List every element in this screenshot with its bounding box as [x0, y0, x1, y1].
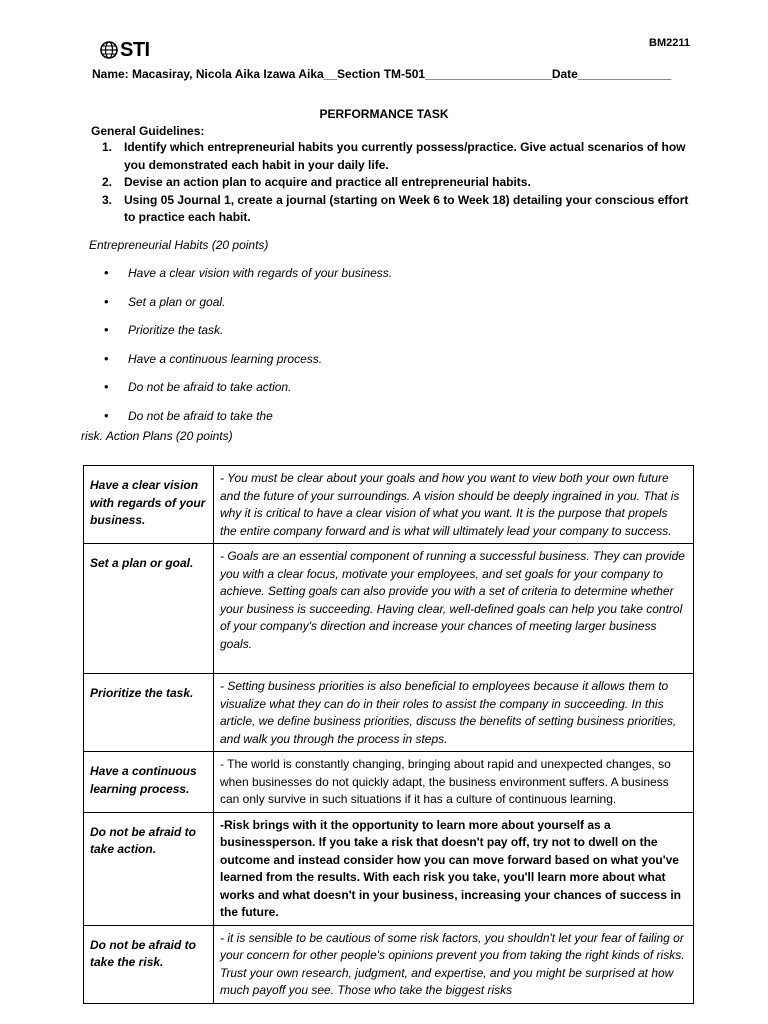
action-plan-cell: - The world is constantly changing, bringing about rapid and unexpected changes, so when businesses do not quickly adapt, the business environment suffers. A business can only survive in such situations if it has a culture of continuous learning.	[214, 752, 694, 813]
habit-cell: Have a clear vision with regards of your business.	[84, 466, 214, 544]
guidelines-list	[90, 139, 690, 227]
guidelines-heading: General Guidelines:	[91, 124, 205, 138]
action-plan-cell: - You must be clear about your goals and how you want to view both your own future and the future of your surroundings. A vision should be deeply ingrained in you. That is why it is critical to have a clear vision of what you want. It is the purpose that propels the entire company forward and is what will ultimately lead your company to success.	[214, 466, 694, 544]
habit-cell: Have a continuous learning process.	[84, 752, 214, 813]
habits-list	[104, 266, 392, 437]
action-plan-cell: - it is sensible to be cautious of some risk factors, you shouldn't let your fear of failing or your concern for other people's opinions prevent you from taking the right kinds of risks. Trust your own research, judgment, and expertise, and you might be surprised at how much payoff you see. Those who take the biggest risks	[214, 925, 694, 1003]
bullet-icon: •	[104, 350, 109, 366]
page-bottom-edge	[0, 1010, 768, 1024]
table-row	[84, 544, 694, 674]
globe-icon	[100, 41, 118, 59]
habit-cell: Prioritize the task.	[84, 674, 214, 752]
bullet-icon: •	[104, 322, 109, 337]
action-plan-cell: - Setting business priorities is also beneficial to employees because it allows them to visualize what they can do in their roles to assist the company in succeeding. In this article, we define business priorities, discuss the benefits of setting business priorities, and walk you through the process in steps.	[214, 674, 694, 752]
document-code: BM2211	[649, 37, 690, 49]
habit-item: • Do not be afraid to take action.	[104, 379, 292, 394]
page-title: PERFORMANCE TASK	[319, 107, 449, 121]
habit-cell: Set a plan or goal.	[84, 544, 214, 674]
action-plans-heading: risk. Action Plans (20 points)	[81, 429, 233, 443]
habits-heading: Entrepreneurial Habits (20 points)	[89, 238, 269, 252]
guideline-item: 2. Devise an action plan to acquire and practice all entrepreneurial habits.	[102, 175, 531, 189]
action-plan-cell: -Risk brings with it the opportunity to learn more about yourself as a businessperson. If you take a risk that doesn't pay off, try not to dwell on the outcome and instead consider how you can move forward based on what you've learned from the results. With each risk you take, you'll learn more about what works and what doesn't in your business, increasing your chances of success in the future.	[214, 812, 694, 925]
bullet-icon: •	[104, 379, 109, 394]
table-row	[84, 752, 694, 813]
habit-item: • Prioritize the task.	[104, 322, 224, 337]
guideline-item: 3. Using 05 Journal 1, create a journal (starting on Week 6 to Week 18) detailing your conscious effort to practice each habit.	[102, 192, 689, 224]
guideline-item: 1. Identify which entrepreneurial habits you currently possess/practice. Give actual scenarios of how you demonstrated each habit in your daily life.	[102, 140, 686, 172]
habit-item: • Set a plan or goal.	[104, 293, 226, 309]
habit-item: • Have a clear vision with regards of your business.	[104, 265, 393, 280]
habit-item: • Have a continuous learning process.	[104, 350, 323, 366]
table-row	[84, 812, 694, 925]
bullet-icon: •	[104, 293, 109, 309]
table-row	[84, 466, 694, 544]
sti-logo	[100, 38, 160, 62]
table-row	[84, 674, 694, 752]
bullet-icon: •	[104, 407, 109, 423]
habit-cell: Do not be afraid to take the risk.	[84, 925, 214, 1003]
name-section-date-line: Name: Macasiray, Nicola Aika Izawa Aika__Section TM-501___________________Date______________	[92, 67, 672, 81]
table-row	[84, 925, 694, 1003]
habit-item: • Do not be afraid to take the	[104, 407, 273, 423]
action-plan-table	[83, 465, 694, 1004]
action-plan-cell: - Goals are an essential component of running a successful business. They can provide you with a clear focus, motivate your employees, and set goals for your company to achieve. Setting goals can also provide you with a set of criteria to determine whether your business is succeeding. Having clear, well-defined goals can help you take control of your company's direction and increase your chances of meeting larger business goals.	[214, 544, 694, 674]
logo-text: STI	[120, 38, 150, 61]
habit-cell: Do not be afraid to take action.	[84, 812, 214, 925]
bullet-icon: •	[104, 265, 109, 280]
